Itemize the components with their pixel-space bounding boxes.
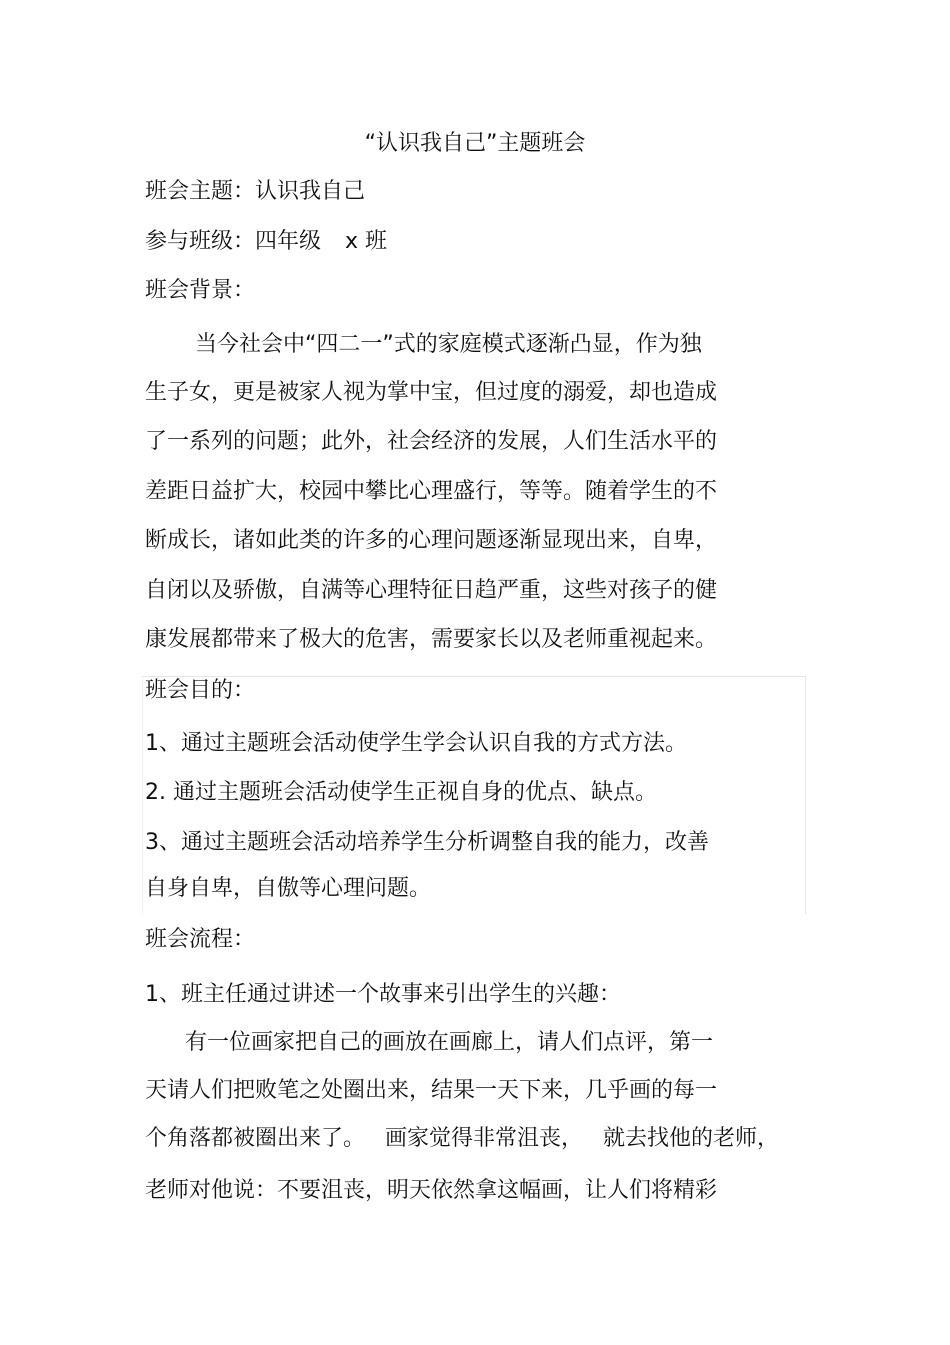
process-heading: 班会流程： <box>145 927 256 952</box>
background-paragraph-line: 差距日益扩大，校园中攀比心理盛行，等等。随着学生的不 <box>145 479 718 504</box>
theme-line: 班会主题：认识我自己 <box>145 179 366 204</box>
goal-item: 2. 通过主题班会活动使学生正视自身的优点、缺点。 <box>145 780 657 805</box>
background-paragraph-line: 了一系列的问题；此外，社会经济的发展，人们生活水平的 <box>145 429 718 454</box>
background-paragraph-line: 断成长，诸如此类的许多的心理问题逐渐显现出来，自卑， <box>145 528 718 553</box>
class-line <box>145 227 387 257</box>
story-line: 天请人们把败笔之处圈出来，结果一天下来，几乎画的每一 <box>145 1078 718 1103</box>
story-line-segment: 画家觉得非常沮丧， <box>385 1126 584 1151</box>
goal-item: 3、通过主题班会活动培养学生分析调整自我的能力，改善 <box>145 830 709 855</box>
story-line-segment: 个角落都被圈出来了。 <box>145 1126 366 1151</box>
background-paragraph-line: 生子女，更是被家人视为掌中宝，但过度的溺爱，却也造成 <box>145 380 718 405</box>
goals-heading: 班会目的： <box>145 678 256 703</box>
story-line: 有一位画家把自己的画放在画廊上，请人们点评，第一 <box>185 1030 714 1055</box>
background-heading: 班会背景： <box>145 278 256 303</box>
process-step: 1、班主任通过讲述一个故事来引出学生的兴趣： <box>145 982 621 1007</box>
story-line-segment: 就去找他的老师， <box>603 1126 780 1151</box>
goal-item: 自身自卑，自傲等心理问题。 <box>145 876 432 901</box>
document-title: “认识我自己”主题班会 <box>364 131 586 156</box>
class-line-suffix: x 班 <box>345 229 388 254</box>
background-paragraph-line: 自闭以及骄傲，自满等心理特征日趋严重，这些对孩子的健 <box>145 578 718 603</box>
story-line <box>145 1124 779 1154</box>
background-paragraph-line: 康发展都带来了极大的危害，需要家长以及老师重视起来。 <box>145 627 718 652</box>
story-line: 老师对他说：不要沮丧，明天依然拿这幅画，让人们将精彩 <box>145 1178 718 1203</box>
class-line-label: 参与班级：四年级 <box>145 229 322 254</box>
goal-item: 1、通过主题班会活动使学生学会认识自我的方式方法。 <box>145 731 687 756</box>
background-paragraph-line: 当今社会中“四二一”式的家庭模式逐渐凸显，作为独 <box>195 332 702 357</box>
